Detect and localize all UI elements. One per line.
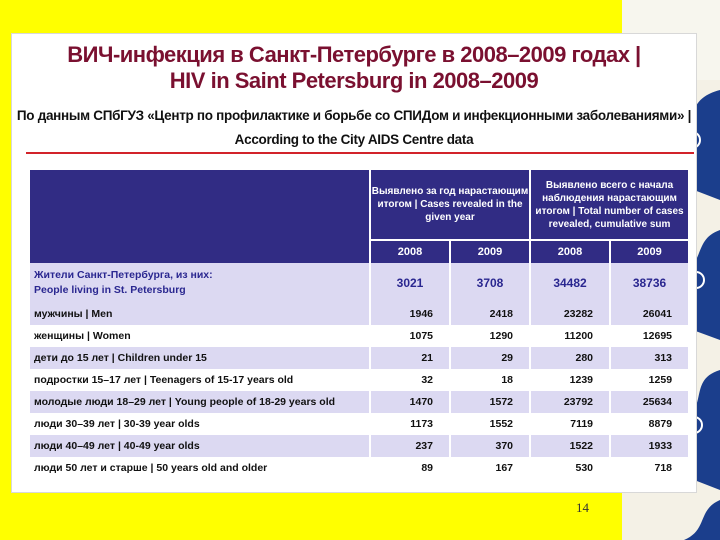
- table-row: [30, 325, 688, 347]
- year-header: 2008: [530, 240, 610, 263]
- row-label: женщины | Women: [30, 325, 370, 347]
- table-body: [30, 303, 688, 479]
- table-cell: 1572: [450, 391, 530, 413]
- table-cell: 8879: [610, 413, 688, 435]
- table-cell: 1470: [370, 391, 450, 413]
- table-cell: 1290: [450, 325, 530, 347]
- table-cell: 3021: [370, 263, 450, 303]
- row-label: подростки 15–17 лет | Teenagers of 15-17 years old: [30, 369, 370, 391]
- row-label: люди 40–49 лет | 40-49 year olds: [30, 435, 370, 457]
- table-row: [30, 369, 688, 391]
- table-cell: 370: [450, 435, 530, 457]
- table-row: [30, 391, 688, 413]
- table-cell: 29: [450, 347, 530, 369]
- row-label: люди 50 лет и старше | 50 years old and older: [30, 457, 370, 479]
- source-russian: По данным СПбГУЗ «Центр по профилактике и борьбе со СПИДом и инфекционными заболеваниями» |: [16, 108, 692, 123]
- table-row: [30, 457, 688, 479]
- table-cell: 7119: [530, 413, 610, 435]
- table-row: [30, 413, 688, 435]
- table-cell: 11200: [530, 325, 610, 347]
- table-cell: 32: [370, 369, 450, 391]
- row-label: дети до 15 лет | Children under 15: [30, 347, 370, 369]
- table-cell: 530: [530, 457, 610, 479]
- table-row: [30, 435, 688, 457]
- table-row-total: [30, 263, 688, 303]
- table-row: [30, 303, 688, 325]
- title-english: HIV in Saint Petersburg in 2008–2009: [169, 68, 539, 93]
- header-cumulative-total: Выявлено всего с начала наблюдения нарастающим итогом | Total number of cases revealed, cumulative sum: [530, 170, 688, 240]
- row-label: молодые люди 18–29 лет | Young people of 18-29 years old: [30, 391, 370, 413]
- table-cell: 1239: [530, 369, 610, 391]
- table-cell: 21: [370, 347, 450, 369]
- row-label: мужчины | Men: [30, 303, 370, 325]
- table-cell: 2418: [450, 303, 530, 325]
- table-cell: 1522: [530, 435, 610, 457]
- year-header: 2009: [610, 240, 688, 263]
- table-cell: 34482: [530, 263, 610, 303]
- row-label-total-en: People living in St. Petersburg: [34, 284, 186, 296]
- table-cell: 237: [370, 435, 450, 457]
- table-cell: 18: [450, 369, 530, 391]
- year-header: 2009: [450, 240, 530, 263]
- table-cell: 89: [370, 457, 450, 479]
- header-blank-cell: [30, 170, 370, 263]
- row-label-total-ru: Жители Санкт-Петербурга, из них:: [34, 269, 213, 281]
- hiv-data-table: [30, 170, 688, 479]
- row-label-total: [30, 263, 370, 303]
- group-header-row: [30, 170, 688, 240]
- row-label: люди 30–39 лет | 30-39 year olds: [30, 413, 370, 435]
- table-cell: 26041: [610, 303, 688, 325]
- source-english: According to the City AIDS Centre data: [234, 132, 474, 147]
- table-cell: 1552: [450, 413, 530, 435]
- title-divider: [26, 152, 694, 154]
- table-cell: 1173: [370, 413, 450, 435]
- table-cell: 1075: [370, 325, 450, 347]
- table-cell: 3708: [450, 263, 530, 303]
- table-cell: 1946: [370, 303, 450, 325]
- table-cell: 23282: [530, 303, 610, 325]
- table-cell: 1933: [610, 435, 688, 457]
- table-row: [30, 347, 688, 369]
- year-header: 2008: [370, 240, 450, 263]
- table-cell: 167: [450, 457, 530, 479]
- table-cell: 23792: [530, 391, 610, 413]
- slide-panel: [12, 34, 696, 492]
- table-cell: 718: [610, 457, 688, 479]
- title-russian: ВИЧ-инфекция в Санкт-Петербурге в 2008–2009 годах |: [67, 42, 641, 67]
- table-cell: 12695: [610, 325, 688, 347]
- table-cell: 38736: [610, 263, 688, 303]
- table-cell: 25634: [610, 391, 688, 413]
- header-cases-in-year: Выявлено за год нарастающим итогом | Cases revealed in the given year: [370, 170, 530, 240]
- table-cell: 1259: [610, 369, 688, 391]
- table-cell: 280: [530, 347, 610, 369]
- page-number: 14: [576, 500, 589, 515]
- table-cell: 313: [610, 347, 688, 369]
